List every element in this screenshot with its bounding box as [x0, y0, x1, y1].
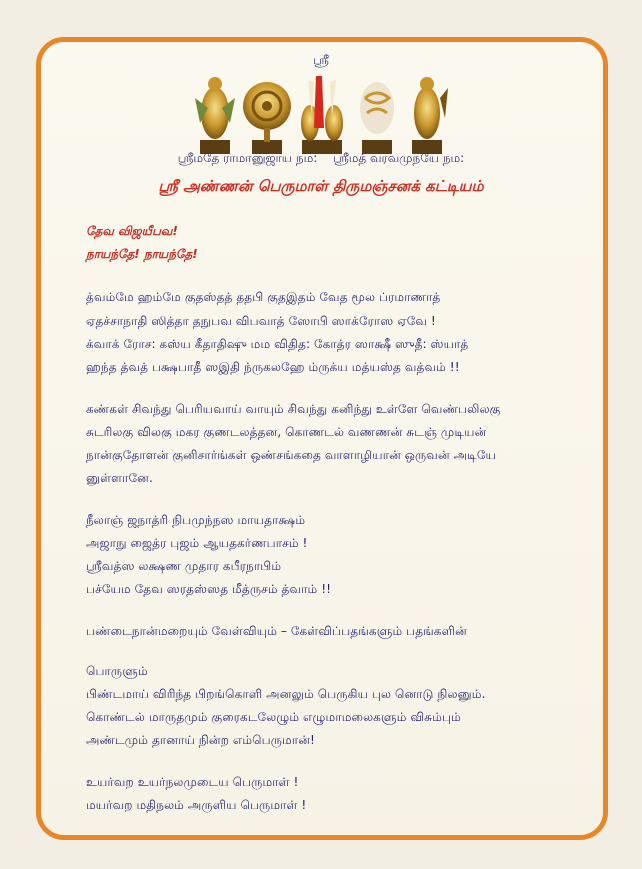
- verse-line: ஹந்த த்வத் பக்ஷபாதீ ஸஇதி ந்ருகலஹே ம்ருக்ய மத்யஸ்த வத்வம் !!: [86, 360, 460, 374]
- verse-line: அஜாநு ஜைத்ர புஜம் ஆயதகர்ணபாசம் !: [86, 536, 308, 550]
- verse-line: அண்டமும் தானாய் நின்ற எம்பெருமான்!: [86, 733, 315, 747]
- greeting-line-1: தேவ விஜயீபவ!: [86, 224, 178, 238]
- verse-line: ஸ்ரீவத்ஸ லக்ஷண முதார கபீரநாபிம்: [86, 559, 282, 573]
- verse-line: னுள்ளானே.: [86, 471, 153, 485]
- verse-line: பச்யேம தேவ ஸரதஸ்ஸத மீத்ருசம் த்வாம் !!: [86, 582, 331, 596]
- verse-line: த்வம்மே ஹம்மே குதஸ்தத் ததபி குதஇதம் வேத மூல ப்ரமாணாத்: [86, 290, 441, 304]
- verse-line: ஏதச்சாநாதி ஸித்தா தநுபவ விபவாத் ஸோபி ஸாக்ரோஸ ஏவே !: [86, 314, 436, 328]
- hanuman-icon: [412, 77, 448, 154]
- divine-emblems-image: [190, 68, 452, 156]
- salutation-line: [0, 151, 642, 167]
- shri-heading: ஸ்ரீ: [313, 53, 329, 67]
- verse-line: பிண்டமாய் விரிந்த பிறங்கொளி அனலும் பெருகிய புல னொடு நிலனும்.: [86, 687, 486, 701]
- verse-line: க்வாக் ரோச: கஸ்ய கீதாதிஷு மம விதித: கோத்ர ஸாக்ஷீ ஸுதீ: ஸ்யாத்: [86, 337, 469, 351]
- chakra-icon: [243, 82, 291, 154]
- document-title: ஸ்ரீ அண்ணன் பெருமாள் திருமஞ்சனக் கட்டியம்: [158, 177, 484, 195]
- salutation-varavaramuni: ஸ்ரீமத் வரவமுநயே நம:: [333, 151, 465, 165]
- conch-icon: [360, 82, 394, 154]
- verse-line: நீலாஞ் ஜநாத்ரி நிபமுந்நஸ மாயதாக்ஷம்: [86, 513, 306, 527]
- verse-line: சுடரிலகு விலகு மகர குணடலத்தன, கொணடல் வணணன் சுடஞ் முடியன்: [86, 425, 487, 439]
- verse-line: நான்குதோளன் குனிசார்ங்கள் ஒண்சங்கதை வாளாழியான் ஒருவன் அடியே: [86, 448, 496, 462]
- verse-line: பண்டைநான்மறையும் வேள்வியும் – கேள்விப்பதங்களும் பதங்களின்: [86, 624, 467, 638]
- salutation-ramanuja: ஸ்ரீமதே ராமானுஜாய நம:: [177, 151, 318, 165]
- garuda-icon: [195, 77, 235, 154]
- verse-line: உயர்வற உயர்நலமுடைய பெருமாள் !: [86, 775, 299, 789]
- verse-line: மயர்வற மதிநலம் அருளிய பெருமாள் !: [86, 798, 307, 812]
- verse-line: பொருளும்: [86, 664, 148, 678]
- verse-line: கொண்டல் மாருதமும் குரைகடலேழும் எழுமாமலைகளும் விசும்பும்: [86, 710, 461, 724]
- verse-line: கண்கள் சிவந்து பெரியவாய் வாயும் சிவந்து கனிந்து உள்ளே வெண்பலிலகு: [86, 402, 501, 416]
- greeting-line-2: நாயந்தே! நாயந்தே!: [86, 247, 198, 261]
- namam-feet-icon: [301, 76, 343, 154]
